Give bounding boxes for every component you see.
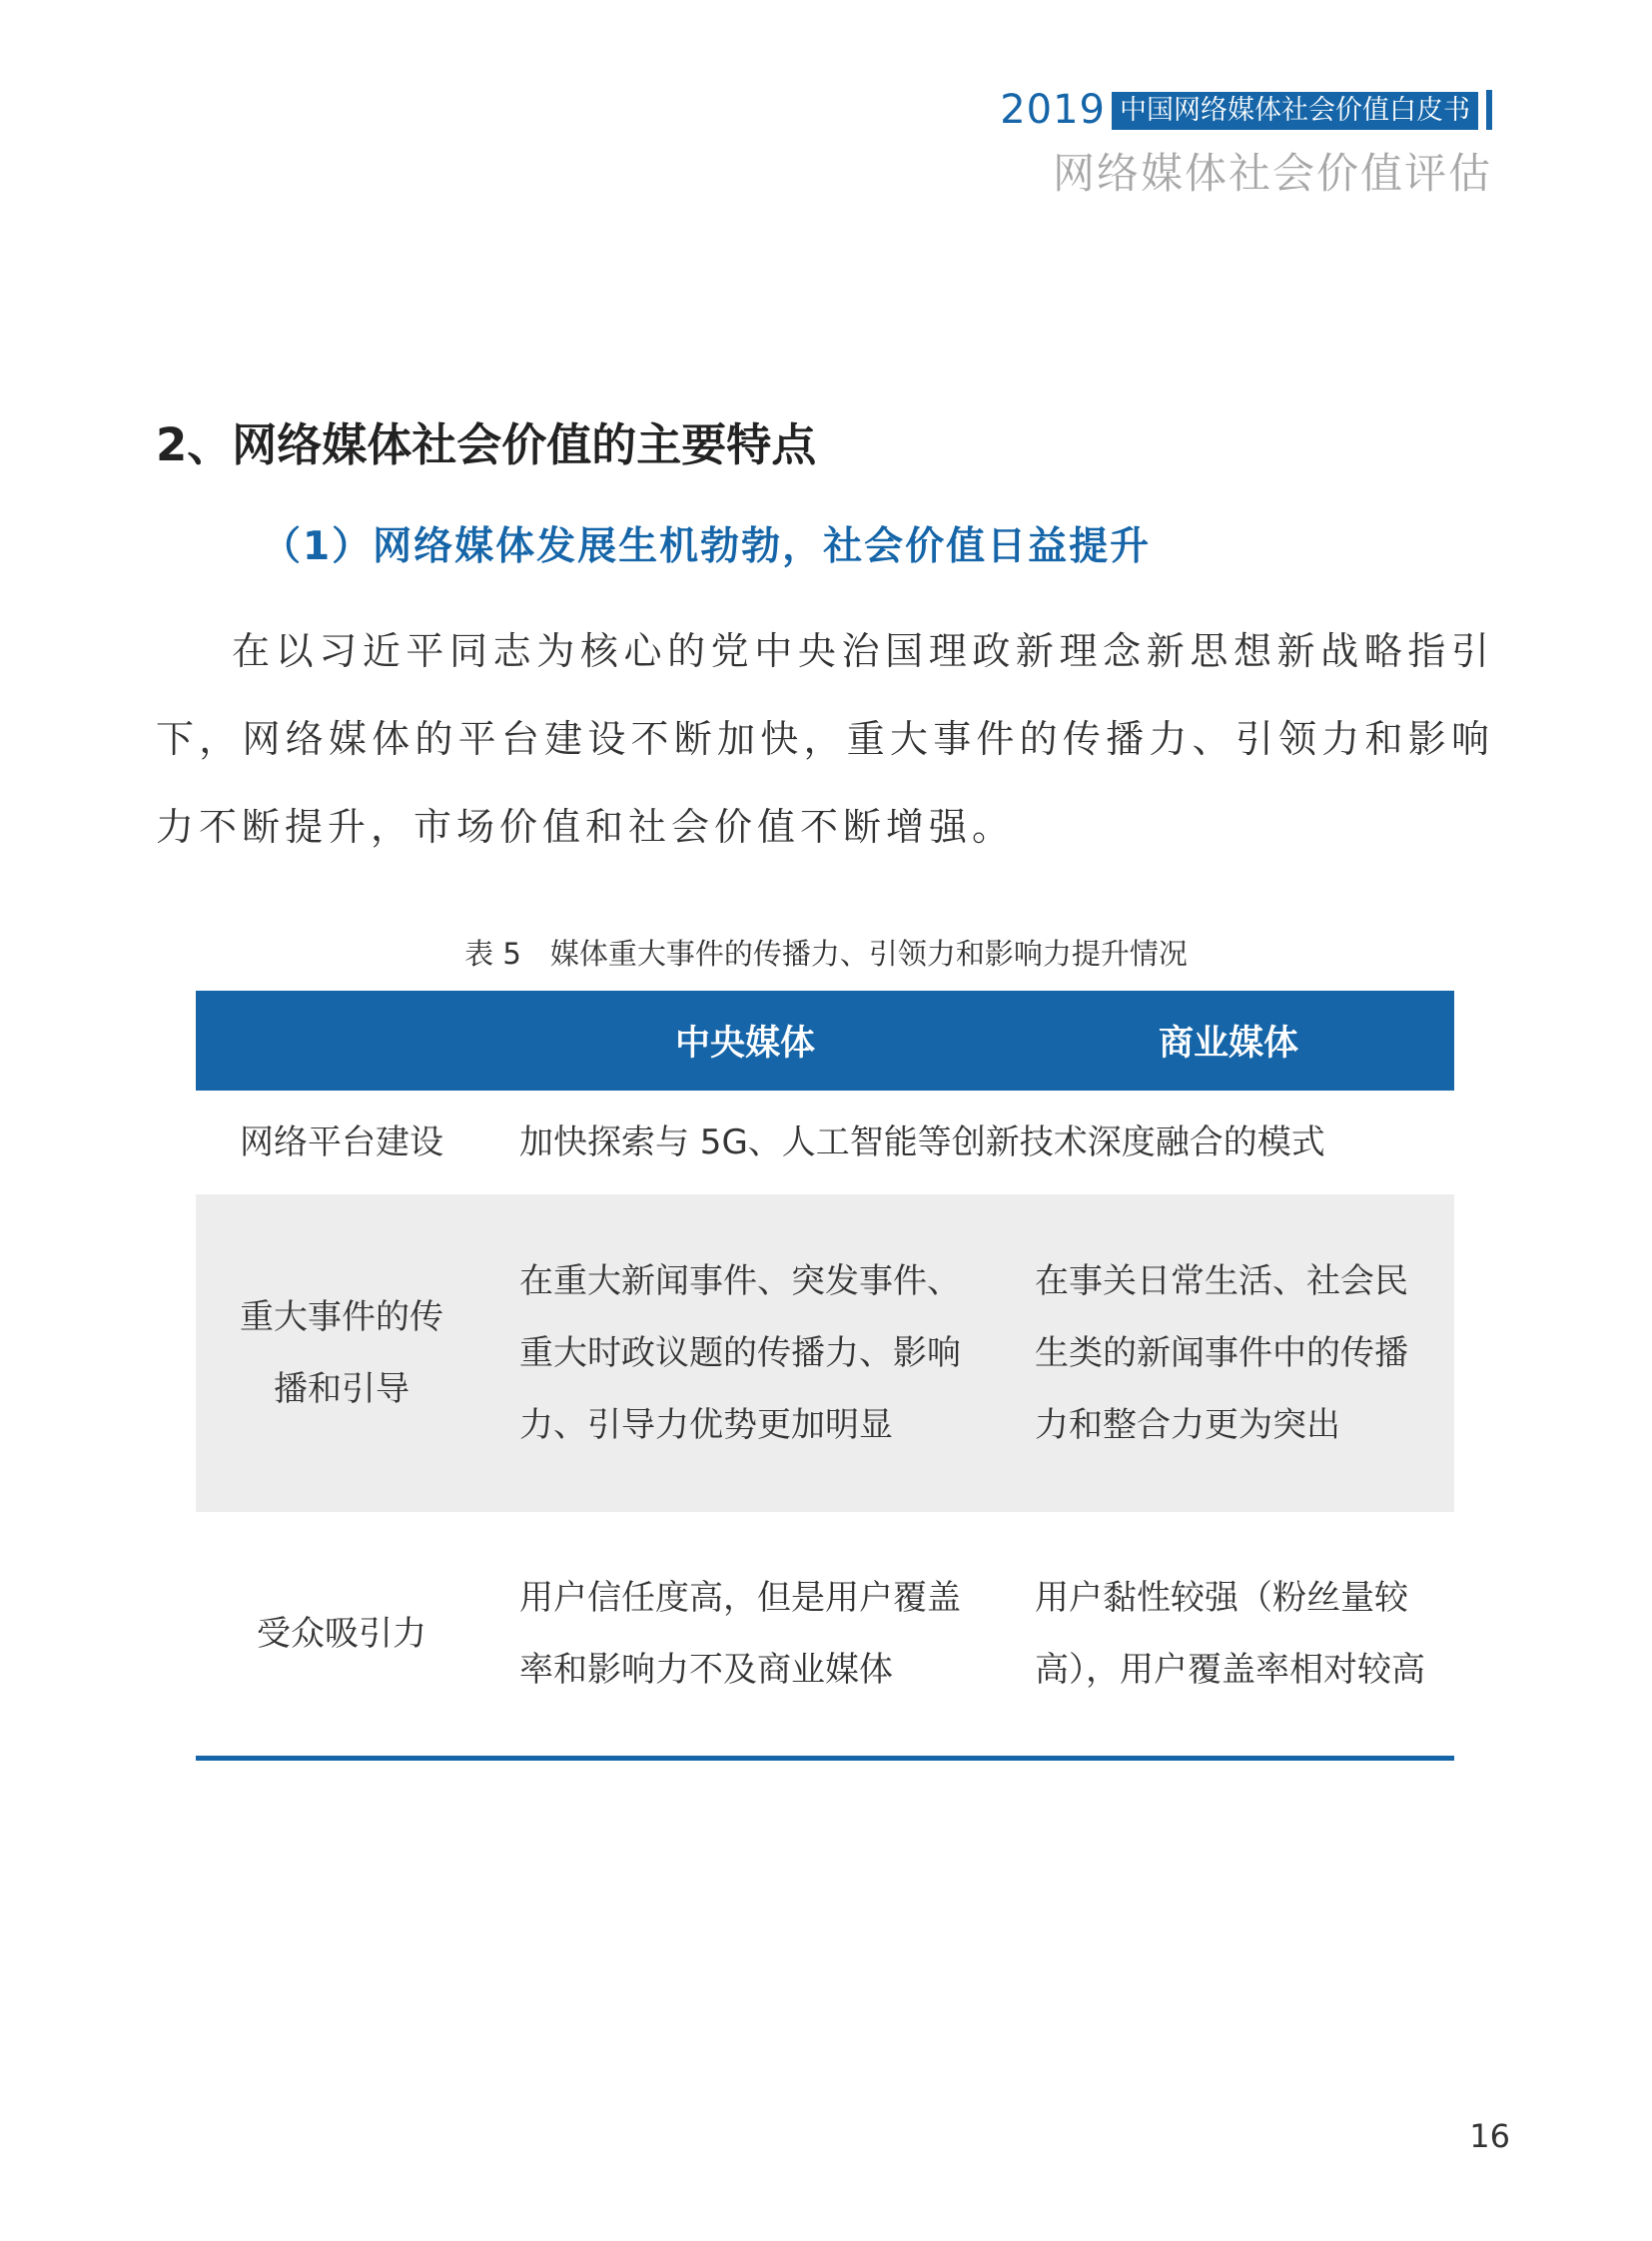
- page-number: 16: [1469, 2117, 1510, 2155]
- table-row: [196, 1512, 1454, 1756]
- row-label: 受众吸引力: [196, 1512, 487, 1756]
- row-label: 重大事件的传播和引导: [196, 1194, 487, 1512]
- merged-cell: 加快探索与 5G、人工智能等创新技术深度融合的模式: [487, 1091, 1454, 1194]
- comparison-table: [196, 991, 1454, 1761]
- header-book-title: 中国网络媒体社会价值白皮书: [1112, 92, 1478, 130]
- page-header: [1000, 86, 1492, 206]
- central-cell: 用户信任度高，但是用户覆盖率和影响力不及商业媒体: [487, 1512, 1003, 1756]
- header-section: 网络媒体社会价值评估: [1052, 149, 1492, 198]
- commercial-cell: 在事关日常生活、社会民生类的新闻事件中的传播力和整合力更为突出: [1003, 1194, 1454, 1512]
- table-header-empty: [196, 991, 487, 1091]
- commercial-cell: 用户黏性较强（粉丝量较高），用户覆盖率相对较高: [1003, 1512, 1454, 1756]
- table-header-commercial: 商业媒体: [1003, 991, 1454, 1091]
- table-bottom-rule: [196, 1756, 1454, 1761]
- subsection-title: （1）网络媒体发展生机勃勃，社会价值日益提升: [262, 524, 1152, 569]
- body-paragraph: 在以习近平同志为核心的党中央治国理政新理念新思想新战略指引下，网络媒体的平台建设不断加快，重大事件的传播力、引领力和影响力不断提升，市场价值和社会价值不断增强。: [156, 629, 1494, 849]
- table-caption: 表 5 媒体重大事件的传播力、引领力和影响力提升情况: [464, 937, 1188, 971]
- section-title: 2、网络媒体社会价值的主要特点: [156, 418, 817, 471]
- header-top-line: [1000, 86, 1492, 134]
- table-header-row: [196, 991, 1454, 1091]
- table-header-central: 中央媒体: [487, 991, 1003, 1091]
- row-label: 网络平台建设: [196, 1091, 487, 1194]
- central-cell: 在重大新闻事件、突发事件、重大时政议题的传播力、影响力、引导力优势更加明显: [487, 1194, 1003, 1512]
- table-row: [196, 1194, 1454, 1512]
- header-year: 2019: [1000, 87, 1106, 133]
- table-row: [196, 1091, 1454, 1194]
- header-accent-bar: [1486, 90, 1492, 130]
